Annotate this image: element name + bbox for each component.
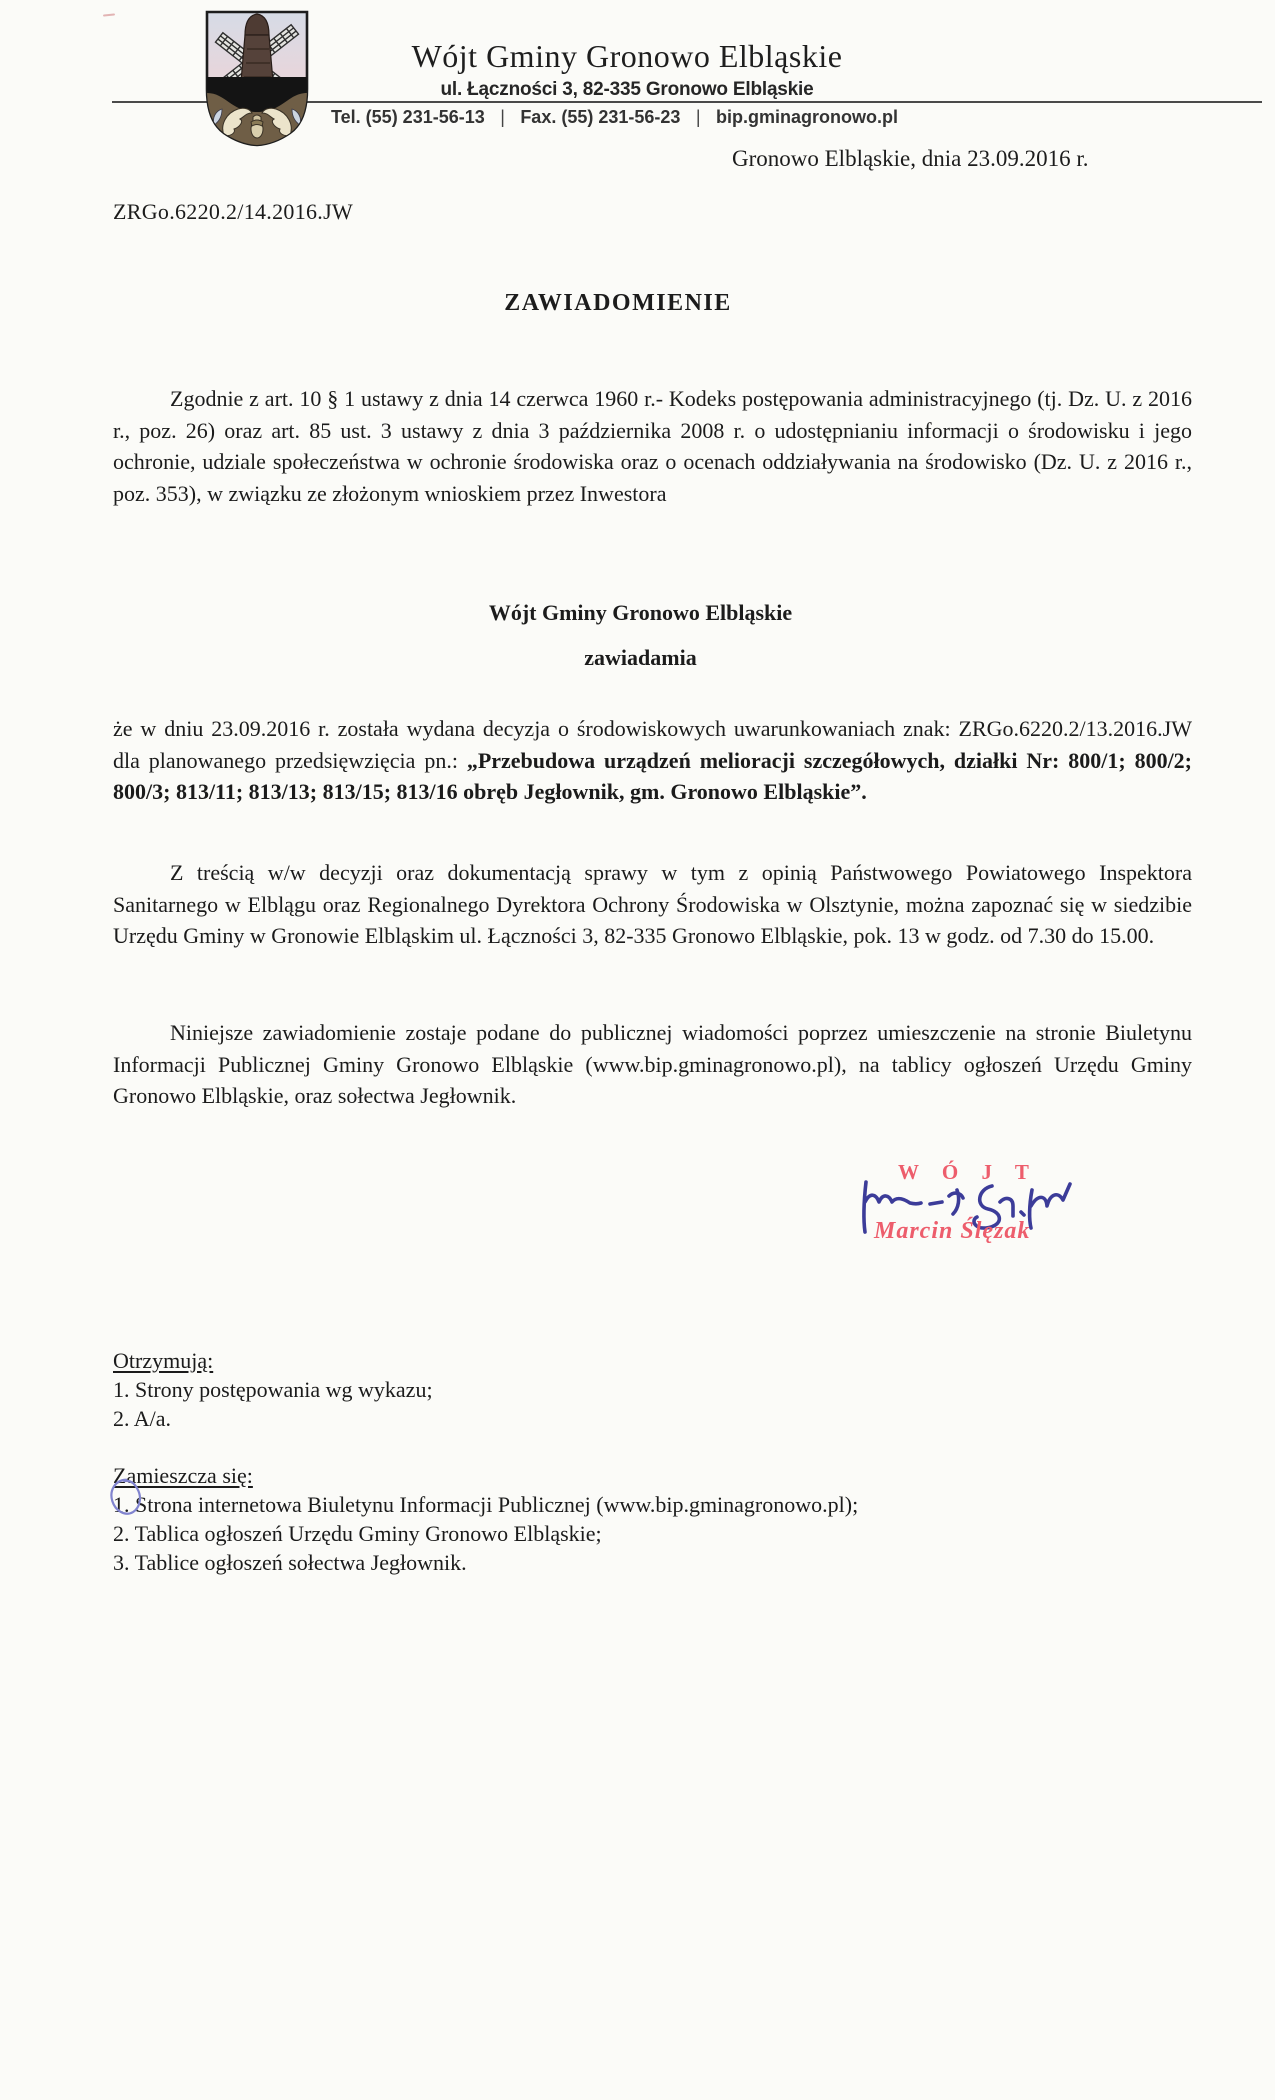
issuer-heading: Wójt Gminy Gronowo Elbląskie xyxy=(488,600,793,625)
letterhead-fax: Fax. (55) 231-56-23 xyxy=(520,107,681,127)
decision-text: że w dniu 23.09.2016 r. została wydana decyzja o środowiskowych uwarunkowaniach znak: ZRGo.6220.2/13.2016.JW dla planowanego przedsięwzięcia pn.: xyxy=(113,716,1192,773)
pen-circle-annotation xyxy=(106,1477,148,1519)
list-item: 1. Strony postępowania wg wykazu; xyxy=(113,1377,433,1402)
letterhead-phone: Tel. (55) 231-56-13 xyxy=(331,107,485,127)
letterhead-contact-row xyxy=(331,107,898,128)
case-reference-number: ZRGo.6220.2/14.2016.JW xyxy=(113,199,354,224)
scan-artifact-speck xyxy=(103,13,115,16)
distribution-heading: Otrzymują: xyxy=(113,1348,214,1373)
list-item: 3. Tablice ogłoszeń sołectwa Jegłownik. xyxy=(113,1550,467,1575)
letterhead-address: ul. Łączności 3, 82-335 Gronowo Elbląskie xyxy=(440,79,814,100)
distribution-list xyxy=(113,1346,433,1433)
place-and-date-line: Gronowo Elbląskie, dnia 23.09.2016 r. xyxy=(732,146,1089,171)
coat-of-arms-windmill-icon xyxy=(204,9,310,148)
mayor-stamp-title: W Ó J T xyxy=(898,1160,1038,1184)
paragraph-publication-info: Niniejsze zawiadomienie zostaje podane do publicznej wiadomości poprzez umieszczenie na stronie Biuletynu Informacji Publicznej Gminy Gronowo Elbląskie (www.bip.gminagronowo.pl), na tablicy ogłoszeń Urzędu Gminy Gronowo Elbląskie, oraz sołectwa Jegłownik. xyxy=(113,1020,1192,1108)
posting-list xyxy=(113,1461,858,1577)
contact-divider: | xyxy=(695,107,701,127)
list-item: 2. A/a. xyxy=(113,1406,172,1431)
letterhead-website: bip.gminagronowo.pl xyxy=(715,107,898,127)
posting-heading: Zamieszcza się: xyxy=(113,1463,253,1488)
project-name-bold: „Przebudowa urządzeń melioracji szczegółowych, działki Nr: 800/1; 800/2; 800/3; 813/11; 813/13; 813/15; 813/16 obręb Jegłownik, gm. Gronowo Elbląskie”. xyxy=(113,747,1193,804)
letterhead xyxy=(327,38,927,101)
contact-divider: | xyxy=(500,107,505,127)
list-item: 1. Strona internetowa Biuletynu Informacji Publicznej (www.bip.gminagronowo.pl); xyxy=(113,1492,859,1517)
notifies-heading: zawiadamia xyxy=(584,645,697,670)
mayor-stamp-name: Marcin Ślęzak xyxy=(874,1218,1031,1244)
list-item: 2. Tablica ogłoszeń Urzędu Gminy Gronowo Elbląskie; xyxy=(113,1521,602,1546)
paragraph-legal-basis: Zgodnie z art. 10 § 1 ustawy z dnia 14 czerwca 1960 r.- Kodeks postępowania administracyjnego (tj. Dz. U. z 2016 r., poz. 26) oraz art. 85 ust. 3 ustawy z dnia 3 października 2008 r. o udostępnianiu informacji o środowisku i jego ochronie, udziale społeczeństwa w ochronie środowiska oraz o ocenach oddziaływania na środowisko (Dz. U. z 2016 r., poz. 353), w związku ze złożonym wnioskiem przez Inwestora xyxy=(113,386,1192,506)
document-title: ZAWIADOMIENIE xyxy=(504,290,732,316)
paragraph-decision xyxy=(113,713,1192,808)
paragraph-inspection-info: Z treścią w/w decyzji oraz dokumentacją sprawy w tym z opinią Państwowego Powiatowego Inspektora Sanitarnego w Elblągu oraz Regionalnego Dyrektora Ochrony Środowiska w Olsztynie, można zapoznać się w siedzibie Urzędu Gminy w Gronowie Elbląskim ul. Łączności 3, 82-335 Gronowo Elbląskie, pok. 13 w godz. od 7.30 do 15.00. xyxy=(113,860,1192,948)
letterhead-title: Wójt Gminy Gronowo Elbląskie xyxy=(411,38,843,74)
